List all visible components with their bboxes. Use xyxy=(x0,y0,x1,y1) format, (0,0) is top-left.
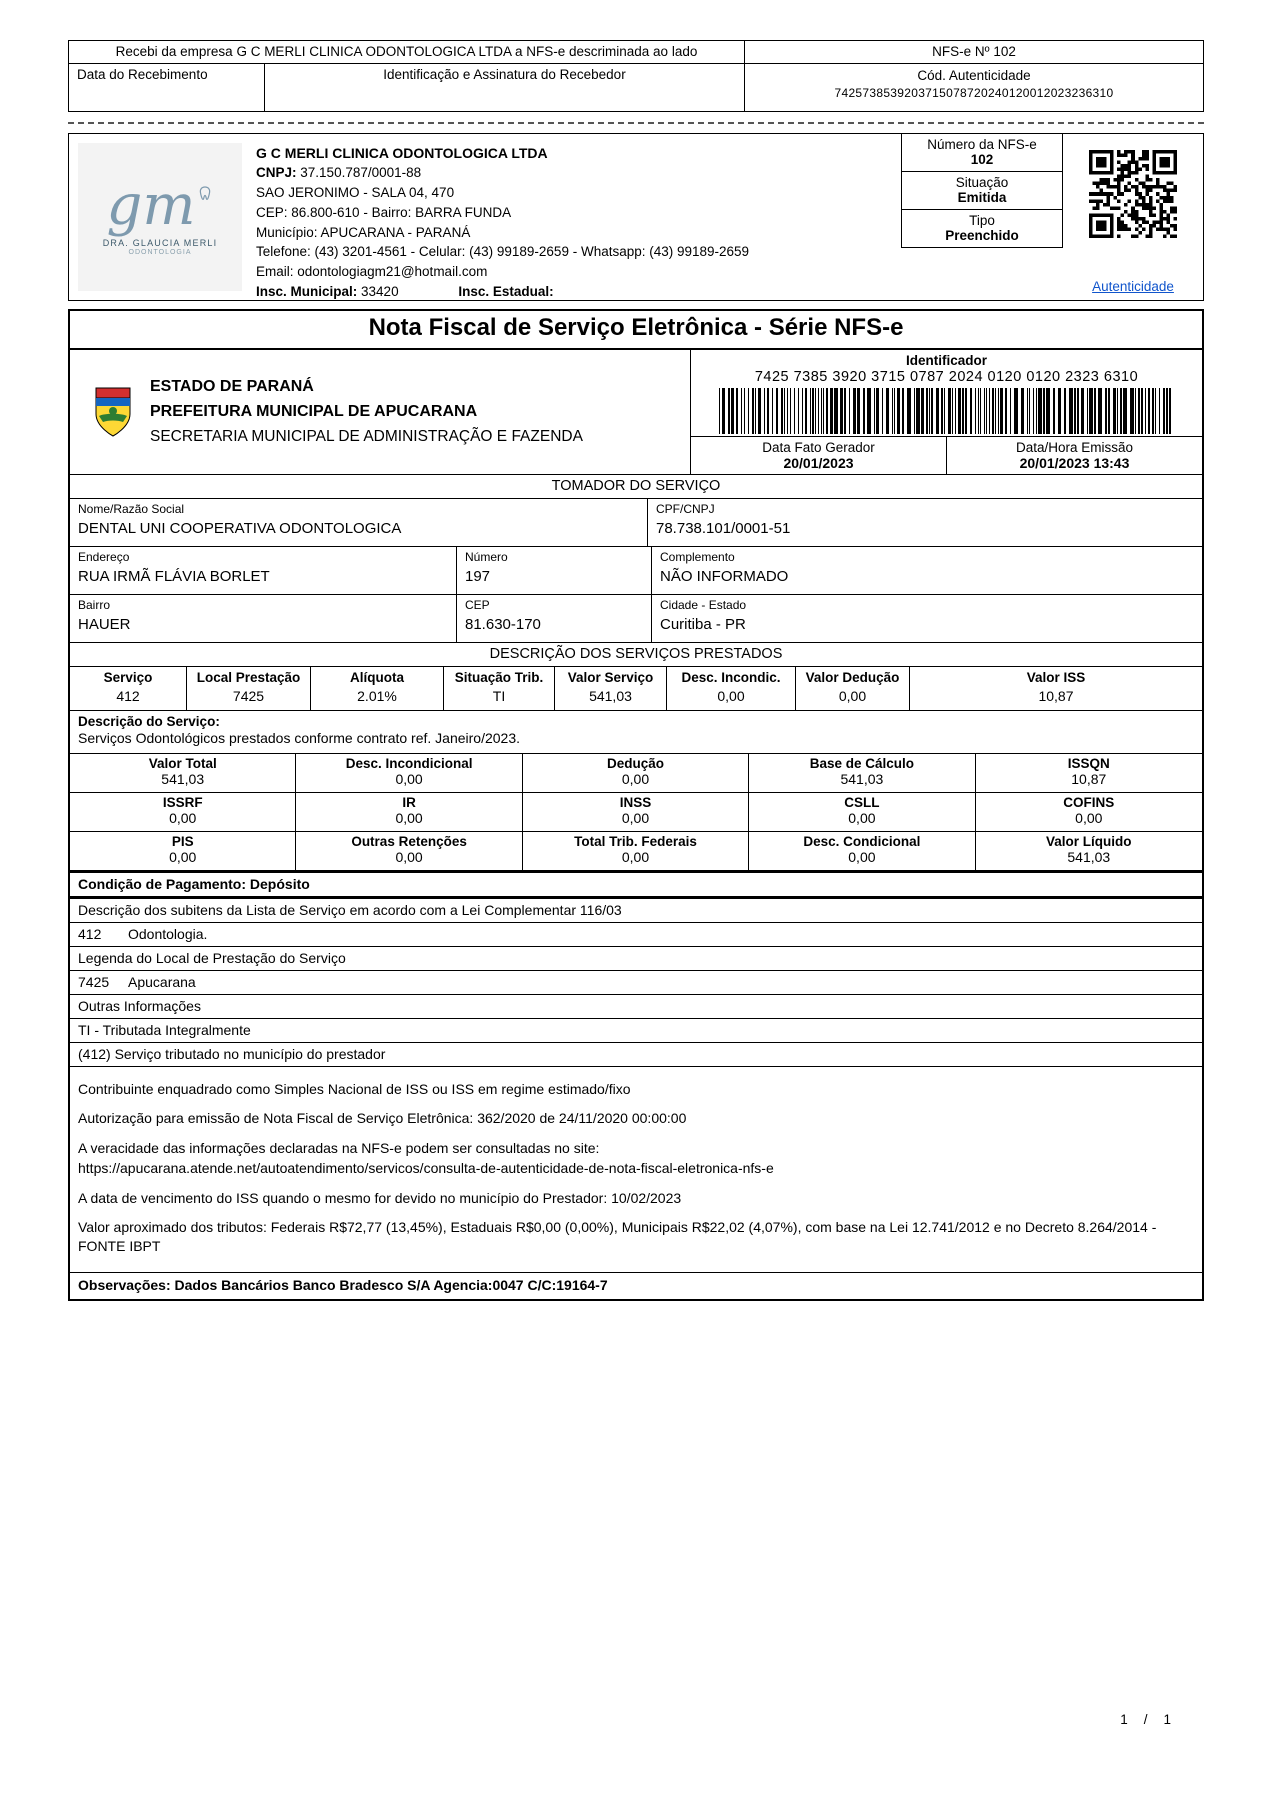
col-value: 10,87 xyxy=(1038,688,1074,704)
cell-label: Dedução xyxy=(606,756,664,771)
tomador-numero-label: Número xyxy=(465,550,508,564)
logo-subtitle: ODONTOLOGIA xyxy=(128,249,192,256)
tomador-bairro-value: HAUER xyxy=(78,616,131,633)
qr-code xyxy=(1089,150,1177,243)
cell-label: Valor Total xyxy=(148,756,217,771)
autenticidade-link[interactable]: Autenticidade xyxy=(1092,279,1174,294)
col-label: Desc. Incondic. xyxy=(681,670,781,685)
prestador-cnpj-line xyxy=(256,163,901,183)
tomador-complemento-label: Complemento xyxy=(660,550,735,564)
services-col-local xyxy=(187,667,311,710)
nfse-body xyxy=(68,309,1204,1301)
cell-label: Base de Cálculo xyxy=(809,756,915,771)
nfse-tipo-label: Tipo xyxy=(969,213,995,228)
emissao-label: Data/Hora Emissão xyxy=(1015,440,1134,455)
auth-code-label: Cód. Autenticidade xyxy=(917,68,1031,83)
cell-value: 0,00 xyxy=(395,810,423,826)
observacoes-row: Observações: Dados Bancários Banco Bradesco S/A Agencia:0047 C/C:19164-7 xyxy=(78,1277,608,1294)
tomador-endereco-cell xyxy=(70,547,457,594)
data-emissao-cell xyxy=(947,437,1202,474)
totals-table xyxy=(70,754,1202,871)
cell-label: Desc. Condicional xyxy=(803,834,921,849)
cell-label: Outras Retenções xyxy=(351,834,467,849)
cell-label: ISSRF xyxy=(162,795,203,810)
company-logo xyxy=(78,143,242,291)
tomador-row-3 xyxy=(70,595,1202,643)
contribuinte-note: Contribuinte enquadrado como Simples Nacional de ISS ou ISS em regime estimado/fixo xyxy=(78,1081,631,1097)
services-col-valor-servico xyxy=(555,667,667,710)
totals-ir xyxy=(296,793,522,832)
prestador-header xyxy=(68,133,1204,301)
identificador-value: 7425 7385 3920 3715 0787 2024 0120 0120 2323 6310 xyxy=(754,369,1139,385)
cell-value: 0,00 xyxy=(169,849,197,865)
qr-column xyxy=(1063,134,1203,300)
page-current: 1 xyxy=(1120,1712,1128,1727)
col-label: Serviço xyxy=(103,670,153,685)
cnpj-label: CNPJ: xyxy=(256,165,297,181)
cell-value: 0,00 xyxy=(848,849,876,865)
data-fato-gerador-cell xyxy=(691,437,947,474)
cell-label: INSS xyxy=(619,795,652,810)
tomador-numero-cell xyxy=(457,547,652,594)
page-total: 1 xyxy=(1163,1712,1171,1727)
services-col-situacao xyxy=(444,667,555,710)
cnpj-value: 37.150.787/0001-88 xyxy=(300,165,422,181)
cell-value: 541,03 xyxy=(161,771,205,787)
cell-label: Valor Líquido xyxy=(1046,834,1132,849)
service-description-label: Descrição do Serviço: xyxy=(78,714,220,729)
government-text xyxy=(150,375,583,449)
auth-code-value: 7425738539203715078720240120012023236310 xyxy=(834,86,1114,100)
totals-trib-federais xyxy=(523,832,749,871)
nfse-tipo-value: Preenchido xyxy=(945,228,1019,243)
nfse-tipo-section xyxy=(902,210,1062,247)
servicos-section-title: DESCRIÇÃO DOS SERVIÇOS PRESTADOS xyxy=(70,643,1202,667)
government-row xyxy=(70,350,1202,475)
cell-label: IR xyxy=(402,795,416,810)
logo-monogram-text: gm xyxy=(106,173,196,238)
data-fato-value: 20/01/2023 xyxy=(783,455,854,471)
secretaria-line: SECRETARIA MUNICIPAL DE ADMINISTRAÇÃO E FAZENDA xyxy=(150,427,583,445)
prestador-inscricoes xyxy=(256,282,901,302)
data-fato-label: Data Fato Gerador xyxy=(762,440,875,455)
receipt-left xyxy=(69,41,745,111)
nfse-numero-section xyxy=(902,134,1062,172)
legenda-header-row: Legenda do Local de Prestação do Serviço xyxy=(70,947,1202,971)
tomador-endereco-label: Endereço xyxy=(78,550,130,564)
tomador-endereco-value: RUA IRMÃ FLÁVIA BORLET xyxy=(78,568,270,585)
tomador-nome-value: DENTAL UNI COOPERATIVA ODONTOLOGICA xyxy=(78,520,402,537)
cell-value: 0,00 xyxy=(169,810,197,826)
cell-value: 541,03 xyxy=(1067,849,1111,865)
tomador-cidade-cell xyxy=(652,595,1202,642)
tooth-icon xyxy=(197,186,213,202)
vencimento-note: A data de vencimento do ISS quando o mesmo for devido no município do Prestador: 10/02/2023 xyxy=(78,1189,682,1206)
col-label: Alíquota xyxy=(350,670,404,685)
totals-cofins xyxy=(976,793,1202,832)
tomador-nome-cell xyxy=(70,499,648,546)
trib-municipio-row: (412) Serviço tributado no município do prestador xyxy=(70,1043,1202,1067)
outras-informacoes-row: Outras Informações xyxy=(70,995,1202,1019)
prestador-email: Email: odontologiagm21@hotmail.com xyxy=(256,263,488,279)
legenda-code: 7425 xyxy=(78,974,110,990)
receipt-date-cell: Data do Recebimento xyxy=(69,64,265,111)
totals-issqn xyxy=(976,754,1202,793)
receipt-statement: Recebi da empresa G C MERLI CLINICA ODONTOLOGICA LTDA a NFS-e descriminada ao lado xyxy=(69,41,744,64)
col-value: TI xyxy=(492,688,506,704)
tomador-cpf-value: 78.738.101/0001-51 xyxy=(656,520,791,537)
tomador-nome-label: Nome/Razão Social xyxy=(78,502,185,516)
tomador-section-title: TOMADOR DO SERVIÇO xyxy=(70,475,1202,499)
col-value: 541,03 xyxy=(589,688,632,704)
receipt-signature-cell: Identificação e Assinatura do Recebedor xyxy=(383,67,626,82)
nfse-numero-value: 102 xyxy=(970,152,994,167)
veracidade-note: A veracidade das informações declaradas na NFS-e podem ser consultadas no site: xyxy=(78,1139,600,1156)
emissao-value: 20/01/2023 13:43 xyxy=(1019,455,1130,471)
prefeitura-line: PREFEITURA MUNICIPAL DE APUCARANA xyxy=(150,402,478,420)
services-col-valor-deducao xyxy=(796,667,910,710)
totals-desc-incondicional xyxy=(296,754,522,793)
tributos-note: Valor aproximado dos tributos: Federais R$72,77 (13,45%), Estaduais R$0,00 (0,00%), Municipais R$22,02 (4,07%), com base na Lei 12.741/2012 e no Decreto 8.264/2014 - FONTE IBPT xyxy=(78,1219,1157,1254)
logo-doctor-name: DRA. GLAUCIA MERLI xyxy=(102,238,218,248)
totals-inss xyxy=(523,793,749,832)
autorizacao-note: Autorização para emissão de Nota Fiscal de Serviço Eletrônica: 362/2020 de 24/11/2020 00:00:00 xyxy=(78,1110,687,1127)
government-identity xyxy=(70,350,690,474)
prestador-municipio: Município: APUCARANA - PARANÁ xyxy=(256,224,471,240)
cell-label: PIS xyxy=(171,834,194,849)
totals-csll xyxy=(749,793,975,832)
col-label: Valor ISS xyxy=(1026,670,1086,685)
col-label: Local Prestação xyxy=(196,670,301,685)
page-separator: / xyxy=(1143,1712,1148,1727)
totals-desc-condicional xyxy=(749,832,975,871)
tomador-cidade-label: Cidade - Estado xyxy=(660,598,747,612)
nfse-status-box xyxy=(901,133,1063,248)
totals-issrf xyxy=(70,793,296,832)
cell-label: Desc. Incondicional xyxy=(345,756,473,771)
cell-value: 0,00 xyxy=(395,771,423,787)
subitem-name: Odontologia. xyxy=(128,926,208,942)
tomador-bairro-cell xyxy=(70,595,457,642)
legenda-name: Apucarana xyxy=(128,974,196,990)
tomador-cep-value: 81.630-170 xyxy=(465,616,541,633)
totals-pis xyxy=(70,832,296,871)
subitem-row xyxy=(70,923,1202,947)
totals-valor-total xyxy=(70,754,296,793)
dates-row xyxy=(691,436,1202,474)
legenda-row xyxy=(70,971,1202,995)
tomador-row-1 xyxy=(70,499,1202,547)
services-col-servico xyxy=(70,667,187,710)
receipt-nfse-number: NFS-e Nº 102 xyxy=(745,41,1203,64)
col-label: Valor Dedução xyxy=(805,670,900,685)
ti-row: TI - Tributada Integralmente xyxy=(70,1019,1202,1043)
identifier-barcode xyxy=(691,385,1202,436)
cell-value: 0,00 xyxy=(848,810,876,826)
coat-of-arms-icon xyxy=(90,385,136,439)
service-description-row xyxy=(70,711,1202,754)
cell-label: ISSQN xyxy=(1067,756,1110,771)
prestador-endereco: SAO JERONIMO - SALA 04, 470 xyxy=(256,185,455,201)
prestador-cep-bairro: CEP: 86.800-610 - Bairro: BARRA FUNDA xyxy=(256,204,512,220)
col-value: 7425 xyxy=(232,688,265,704)
col-value: 0,00 xyxy=(838,688,867,704)
totals-outras-retencoes xyxy=(296,832,522,871)
services-table xyxy=(70,667,1202,711)
col-label: Valor Serviço xyxy=(567,670,654,685)
cell-label: COFINS xyxy=(1063,795,1115,810)
prestador-nome: G C MERLI CLINICA ODONTOLOGICA LTDA xyxy=(256,145,548,161)
cell-value: 541,03 xyxy=(840,771,884,787)
cell-label: CSLL xyxy=(844,795,880,810)
document-content xyxy=(68,40,1204,1301)
col-label: Situação Trib. xyxy=(454,670,544,685)
cell-value: 0,00 xyxy=(395,849,423,865)
nfse-situacao-value: Emitida xyxy=(957,190,1007,205)
cell-value: 0,00 xyxy=(621,771,650,787)
nfse-situacao-section xyxy=(902,172,1062,210)
cell-value: 0,00 xyxy=(1075,810,1103,826)
tomador-numero-value: 197 xyxy=(465,568,491,585)
consulta-url: https://apucarana.atende.net/autoatendimento/servicos/consulta-de-autenticidade-de-nota-fiscal-eletronica-nfs-e xyxy=(78,1160,774,1177)
services-col-desc-incondic xyxy=(667,667,796,710)
tomador-cpf-cell xyxy=(648,499,1202,546)
cell-label: Total Trib. Federais xyxy=(574,834,697,849)
service-description-value: Serviços Odontológicos prestados conforme contrato ref. Janeiro/2023. xyxy=(78,730,521,746)
insc-municipal-label: Insc. Municipal: xyxy=(256,283,358,299)
totals-base-calculo xyxy=(749,754,975,793)
tomador-cep-label: CEP xyxy=(465,598,490,612)
prestador-info xyxy=(242,134,901,300)
nfse-situacao-label: Situação xyxy=(955,175,1009,190)
services-col-valor-iss xyxy=(910,667,1202,710)
page-indicator xyxy=(1120,1712,1171,1727)
identifier-panel xyxy=(690,350,1202,474)
logo-monogram xyxy=(106,173,214,238)
payment-condition-row: Condição de Pagamento: Depósito xyxy=(70,871,1202,899)
totals-deducao xyxy=(523,754,749,793)
receipt-signature-row xyxy=(69,64,744,111)
receipt-section xyxy=(68,40,1204,112)
tomador-cep-cell xyxy=(457,595,652,642)
col-value: 2.01% xyxy=(357,688,397,704)
tomador-bairro-label: Bairro xyxy=(78,598,111,612)
cell-value: 0,00 xyxy=(621,810,650,826)
subitens-header-row: Descrição dos subitens da Lista de Serviço em acordo com a Lei Complementar 116/03 xyxy=(70,899,1202,923)
nfse-numero-label: Número da NFS-e xyxy=(927,137,1037,152)
prestador-telefones: Telefone: (43) 3201-4561 - Celular: (43) 99189-2659 - Whatsapp: (43) 99189-2659 xyxy=(256,244,750,260)
services-col-aliquota xyxy=(311,667,444,710)
cut-line xyxy=(68,122,1204,124)
cell-value: 10,87 xyxy=(1071,771,1107,787)
col-value: 412 xyxy=(116,688,140,704)
document-title: Nota Fiscal de Serviço Eletrônica - Série NFS-e xyxy=(70,311,1202,350)
receipt-right xyxy=(745,41,1203,111)
tomador-complemento-cell xyxy=(652,547,1202,594)
estado-line: ESTADO DE PARANÁ xyxy=(150,378,314,396)
insc-municipal-value: 33420 xyxy=(361,283,399,299)
tomador-complemento-value: NÃO INFORMADO xyxy=(660,568,789,585)
insc-estadual-label: Insc. Estadual: xyxy=(458,283,554,299)
totals-valor-liquido xyxy=(976,832,1202,871)
tomador-row-2 xyxy=(70,547,1202,595)
additional-info xyxy=(70,1067,1202,1273)
tomador-cpf-label: CPF/CNPJ xyxy=(656,502,715,516)
tomador-cidade-value: Curitiba - PR xyxy=(660,616,746,633)
cell-value: 0,00 xyxy=(621,849,650,865)
subitem-code: 412 xyxy=(78,926,102,942)
col-value: 0,00 xyxy=(717,688,745,704)
identificador-label: Identificador xyxy=(905,353,987,368)
